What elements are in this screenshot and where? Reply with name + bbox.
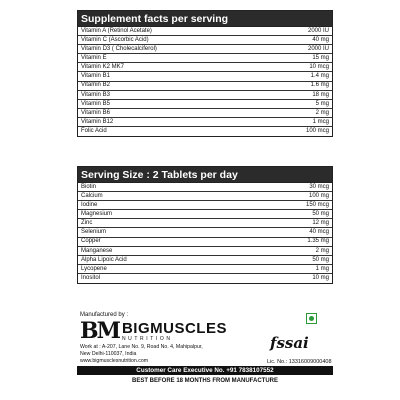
nutrient-name: Vitamin B5 bbox=[81, 100, 110, 107]
nutrient-name: Vitamin A (Retinol Acetate) bbox=[81, 27, 152, 34]
table-row bbox=[78, 27, 332, 36]
nutrient-amount: 150 mcg bbox=[305, 202, 329, 209]
nutrient-amount: 15 mg bbox=[312, 55, 329, 62]
nutrient-name: Calcium bbox=[81, 192, 103, 199]
nutrient-name: Vitamin B1 bbox=[81, 73, 110, 80]
fssai-logo: fssai bbox=[270, 334, 309, 352]
nutrient-amount: 10 mg bbox=[312, 275, 329, 282]
brand-name: BIGMUSCLES bbox=[121, 319, 227, 337]
nutrient-name: Lycopene bbox=[81, 265, 107, 272]
nutrient-amount: 2 mg bbox=[315, 247, 329, 254]
nutrient-amount: 100 mcg bbox=[305, 128, 329, 135]
table-row bbox=[78, 247, 332, 256]
supplement-facts-title: Supplement facts per serving bbox=[78, 11, 332, 27]
nutrient-name: Copper bbox=[81, 238, 101, 245]
table-row bbox=[78, 72, 332, 81]
nutrient-name: Magnesium bbox=[81, 211, 113, 218]
website-text: www.bigmusclesnutrition.com bbox=[80, 358, 149, 364]
table-row bbox=[78, 219, 332, 228]
nutrient-amount: 50 mg bbox=[312, 211, 329, 218]
nutrient-amount: 1.4 mg bbox=[310, 73, 329, 80]
supplement-facts-rows bbox=[78, 27, 332, 136]
nutrient-name: Iodine bbox=[81, 202, 98, 209]
table-row bbox=[78, 118, 332, 127]
brand-wordmark bbox=[122, 321, 227, 342]
table-row bbox=[78, 265, 332, 274]
nutrient-name: Vitamin C (Ascorbic Acid) bbox=[81, 36, 149, 43]
best-before-text: BEST BEFORE 18 MONTHS FROM MANUFACTURE bbox=[131, 378, 278, 384]
table-row bbox=[78, 54, 332, 63]
table-row bbox=[78, 63, 332, 72]
table-row bbox=[78, 228, 332, 237]
nutrient-amount: 100 mg bbox=[308, 192, 329, 199]
nutrient-name: Manganese bbox=[81, 247, 113, 254]
nutrient-name: Vitamin B2 bbox=[81, 82, 110, 89]
table-row bbox=[78, 201, 332, 210]
nutrient-amount: 10 mcg bbox=[309, 64, 329, 71]
nutrient-amount: 2000 IU bbox=[307, 46, 329, 53]
nutrient-name: Zinc bbox=[81, 220, 93, 227]
table-row bbox=[78, 36, 332, 45]
nutrient-amount: 2 mg bbox=[315, 109, 329, 116]
nutrient-name: Vitamin B6 bbox=[81, 109, 110, 116]
nutrient-name: Vitamin B12 bbox=[81, 118, 114, 125]
serving-size-title: Serving Size : 2 Tablets per day bbox=[78, 167, 332, 183]
nutrient-name: Biotin bbox=[81, 183, 97, 190]
nutrient-name: Vitamin B3 bbox=[81, 91, 110, 98]
nutrient-name: Vitamin D3 ( Cholecalciferol) bbox=[81, 46, 157, 53]
address-line-1: Work at : A-207, Lane No. 9, Road No. 4, Mahipalpur, bbox=[80, 344, 203, 350]
table-row bbox=[78, 238, 332, 247]
brand-logo-mark: BM bbox=[80, 318, 119, 344]
table-row bbox=[78, 91, 332, 100]
nutrient-name: Vitamin E bbox=[81, 55, 107, 62]
manufactured-by-label: Manufactured by : bbox=[80, 312, 129, 318]
table-row bbox=[78, 127, 332, 136]
table-row bbox=[78, 100, 332, 109]
veg-mark-dot bbox=[309, 316, 314, 321]
nutrient-amount: 1 mcg bbox=[312, 118, 329, 125]
supplement-facts-table bbox=[77, 10, 333, 137]
fssai-license-number: Lic. No.: 13316009000408 bbox=[267, 359, 332, 365]
nutrient-amount: 40 mg bbox=[312, 36, 329, 43]
nutrient-name: Alpha Lipoic Acid bbox=[81, 256, 127, 263]
nutrient-amount: 1.35 mg bbox=[307, 238, 329, 245]
table-row bbox=[78, 45, 332, 54]
nutrient-amount: 12 mg bbox=[312, 220, 329, 227]
veg-mark-icon bbox=[306, 313, 317, 324]
nutrient-name: Inositol bbox=[81, 275, 101, 282]
nutrient-name: Selenium bbox=[81, 229, 107, 236]
table-row bbox=[78, 274, 332, 283]
table-row bbox=[78, 109, 332, 118]
serving-size-table bbox=[77, 166, 333, 284]
customer-care-bar: Customer Care Executive No. +91 7838107552 bbox=[77, 366, 333, 375]
serving-size-rows bbox=[78, 183, 332, 283]
brand-logo bbox=[80, 320, 227, 342]
nutrient-amount: 1.6 mg bbox=[310, 82, 329, 89]
nutrient-amount: 1 mg bbox=[315, 265, 329, 272]
nutrient-amount: 18 mg bbox=[312, 91, 329, 98]
table-row bbox=[78, 256, 332, 265]
nutrient-amount: 40 mcg bbox=[309, 229, 329, 236]
address-line-2: New Delhi-110037, India bbox=[80, 351, 137, 357]
nutrient-amount: 2000 IU bbox=[307, 27, 329, 34]
nutrient-amount: 50 mg bbox=[312, 256, 329, 263]
nutrient-amount: 30 mcg bbox=[309, 183, 329, 190]
nutrient-name: Folic Acid bbox=[81, 128, 107, 135]
table-row bbox=[78, 192, 332, 201]
nutrient-name: Vitamin K2 MK7 bbox=[81, 64, 124, 71]
nutrient-amount: 5 mg bbox=[315, 100, 329, 107]
table-row bbox=[78, 82, 332, 91]
brand-subtitle: NUTRITION bbox=[121, 335, 173, 342]
table-row bbox=[78, 210, 332, 219]
table-row bbox=[78, 183, 332, 192]
